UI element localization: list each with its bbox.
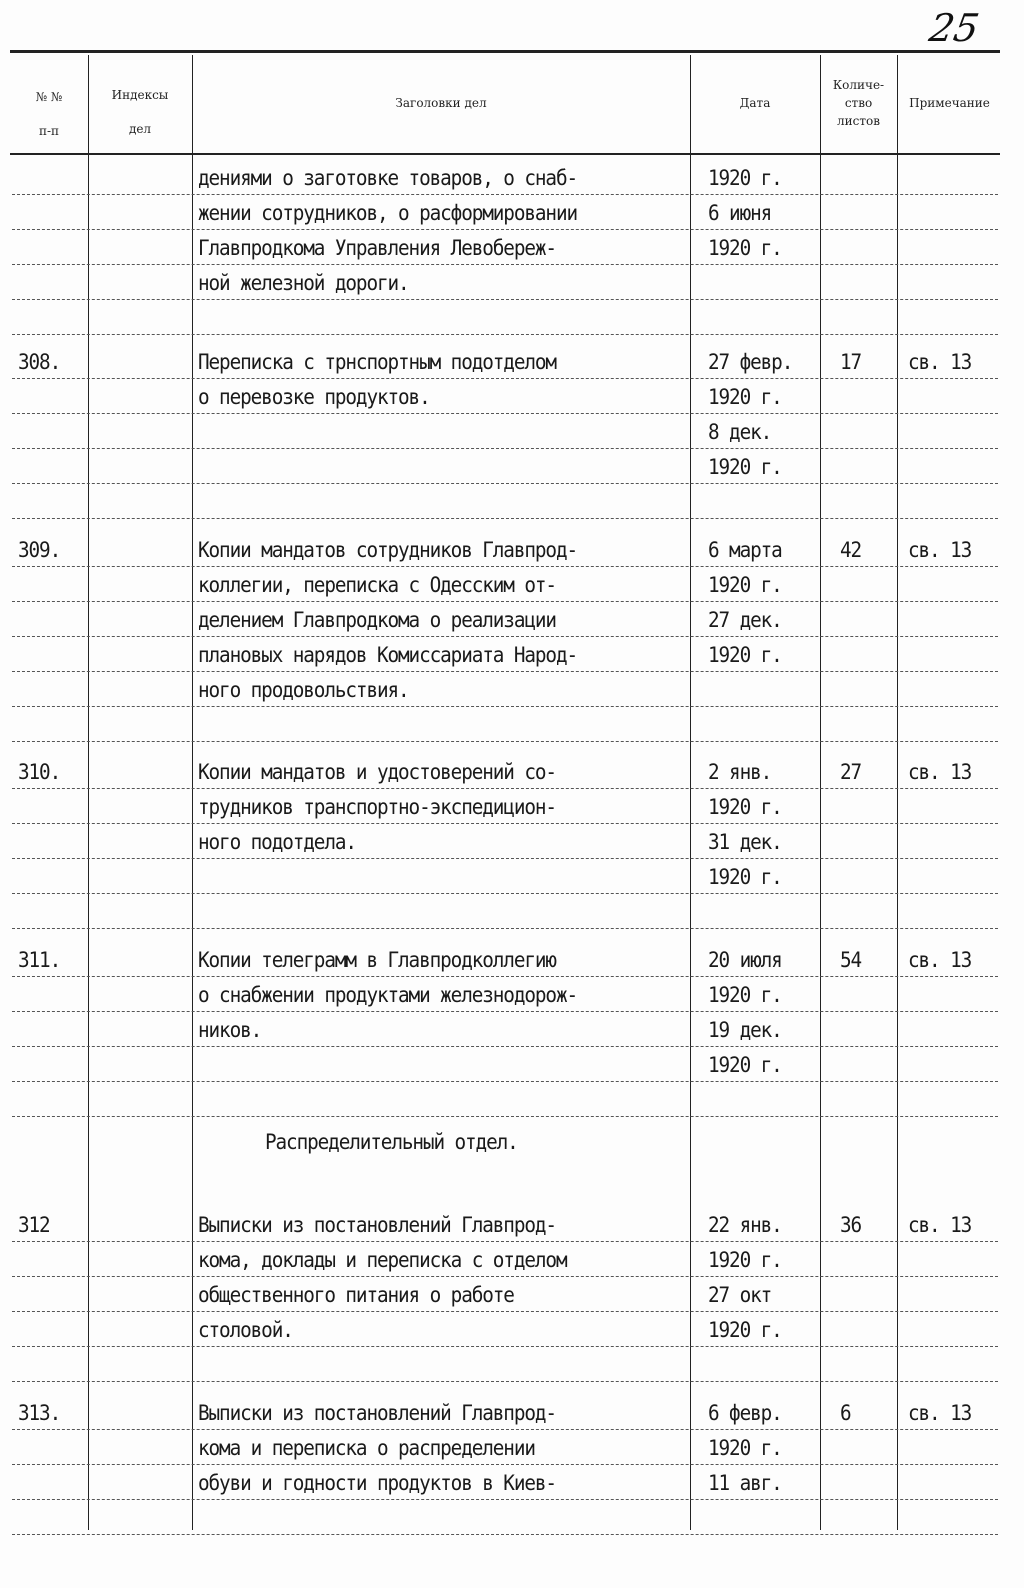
col-divider <box>690 55 691 1530</box>
entry-date: 1920 г. <box>708 573 782 597</box>
entry-title-line: Выписки из постановлений Главпрод- <box>198 1401 556 1425</box>
entry-date: 11 авг. <box>708 1471 782 1495</box>
entry-date: 6 марта <box>708 538 782 562</box>
entry-number: 311. <box>18 948 61 972</box>
header-num: № № п-п <box>35 90 63 138</box>
entry-date: 6 февр. <box>708 1401 782 1425</box>
entry-date: 8 дек. <box>708 420 772 444</box>
entry-date: 1920 г. <box>708 1436 782 1460</box>
header-top-rule <box>10 50 1000 53</box>
row-rule <box>12 448 998 449</box>
row-rule <box>12 483 998 484</box>
entry-sheet-count: 27 <box>840 760 862 784</box>
header-count: Количе- ство листов <box>832 78 885 128</box>
entry-title-line: трудников транспортно-экспедицион- <box>198 795 556 819</box>
row-rule <box>12 976 998 977</box>
row-rule <box>12 1346 998 1347</box>
entry-number: 308. <box>18 350 61 374</box>
row-rule <box>12 706 998 707</box>
col-divider <box>88 55 89 1530</box>
entry-date: 20 июля <box>708 948 782 972</box>
row-rule <box>12 788 998 789</box>
entry-date: 1920 г. <box>708 385 782 409</box>
header-date: Дата <box>739 96 771 110</box>
entry-title-line: ной железной дороги. <box>198 271 409 295</box>
entry-number: 310. <box>18 760 61 784</box>
row-rule <box>12 1241 998 1242</box>
entry-title-line: Копии мандатов и удостоверений со- <box>198 760 556 784</box>
entry-title-line: Копии мандатов сотрудников Главпрод- <box>198 538 577 562</box>
entry-title-line: о снабжении продуктами железнодорож- <box>198 983 577 1007</box>
header-index: Индексы дел <box>111 88 169 136</box>
row-rule <box>12 858 998 859</box>
entry-date: 1920 г. <box>708 643 782 667</box>
entry-title-line: плановых нарядов Комиссариата Народ- <box>198 643 577 667</box>
row-rule <box>12 893 998 894</box>
entry-date: 22 янв. <box>708 1213 782 1237</box>
entry-note: св. 13 <box>908 1213 972 1237</box>
entry-title-line: о перевозке продуктов. <box>198 385 430 409</box>
row-rule <box>12 1534 998 1535</box>
row-rule <box>12 264 998 265</box>
col-divider <box>820 55 821 1530</box>
entry-title-line: обуви и годности продуктов в Киев- <box>198 1471 556 1495</box>
entry-date: 1920 г. <box>708 236 782 260</box>
entry-date: 2 янв. <box>708 760 772 784</box>
entry-title-line: общественного питания о работе <box>198 1283 514 1307</box>
entry-title-line: дениями о заготовке товаров, о снаб- <box>198 166 577 190</box>
entry-title-line: Копии телеграмм в Главпродколлегию <box>198 948 556 972</box>
row-rule <box>12 823 998 824</box>
entry-date: 1920 г. <box>708 795 782 819</box>
entry-sheet-count: 36 <box>840 1213 862 1237</box>
row-rule <box>12 636 998 637</box>
row-rule <box>12 741 998 742</box>
row-rule <box>12 928 998 929</box>
entry-title-line: жении сотрудников, о расформировании <box>198 201 577 225</box>
entry-note: св. 13 <box>908 1401 972 1425</box>
entry-date: 1920 г. <box>708 1053 782 1077</box>
entry-note: св. 13 <box>908 538 972 562</box>
row-rule <box>12 334 998 335</box>
entry-number: 312 <box>18 1213 50 1237</box>
row-rule <box>12 194 998 195</box>
row-rule <box>12 299 998 300</box>
row-rule <box>12 1276 998 1277</box>
header-title: Заголовки дел <box>395 96 487 110</box>
entry-title-line: столовой. <box>198 1318 293 1342</box>
col-divider <box>897 55 898 1530</box>
entry-note: св. 13 <box>908 760 972 784</box>
row-rule <box>12 518 998 519</box>
row-rule <box>12 566 998 567</box>
entry-title-line: ного продовольствия. <box>198 678 409 702</box>
header-note: Примечание <box>909 96 990 110</box>
entry-title-line: Главпродкома Управления Левобереж- <box>198 236 556 260</box>
section-heading: Распределительный отдел. <box>265 1130 518 1154</box>
entry-date: 1920 г. <box>708 983 782 1007</box>
entry-sheet-count: 6 <box>840 1401 851 1425</box>
header-bottom-rule <box>10 153 1000 155</box>
entry-title-line: ников. <box>198 1018 262 1042</box>
entry-date: 27 окт <box>708 1283 772 1307</box>
entry-sheet-count: 17 <box>840 350 862 374</box>
row-rule <box>12 413 998 414</box>
entry-date: 1920 г. <box>708 1318 782 1342</box>
entry-date: 27 февр. <box>708 350 793 374</box>
row-rule <box>12 1381 998 1382</box>
entry-title-line: кома и переписка о распределении <box>198 1436 535 1460</box>
row-rule <box>12 1464 998 1465</box>
entry-note: св. 13 <box>908 948 972 972</box>
entry-sheet-count: 54 <box>840 948 862 972</box>
entry-note: св. 13 <box>908 350 972 374</box>
row-rule <box>12 1311 998 1312</box>
entry-title-line: кома, доклады и переписка с отделом <box>198 1248 567 1272</box>
entry-title-line: Выписки из постановлений Главпрод- <box>198 1213 556 1237</box>
entry-date: 6 июня <box>708 201 772 225</box>
entry-title-line: Переписка с трнспортным подотделом <box>198 350 556 374</box>
entry-title-line: коллегии, переписка с Одесским от- <box>198 573 556 597</box>
entry-date: 1920 г. <box>708 166 782 190</box>
entry-number: 313. <box>18 1401 61 1425</box>
row-rule <box>12 601 998 602</box>
entry-sheet-count: 42 <box>840 538 862 562</box>
entry-date: 1920 г. <box>708 455 782 479</box>
row-rule <box>12 378 998 379</box>
row-rule <box>12 1116 998 1117</box>
row-rule <box>12 1011 998 1012</box>
entry-date: 27 дек. <box>708 608 782 632</box>
row-rule <box>12 671 998 672</box>
entry-title-line: делением Главпродкома о реализации <box>198 608 556 632</box>
row-rule <box>12 1429 998 1430</box>
row-rule <box>12 1046 998 1047</box>
row-rule <box>12 1081 998 1082</box>
row-rule <box>12 229 998 230</box>
entry-number: 309. <box>18 538 61 562</box>
entry-date: 31 дек. <box>708 830 782 854</box>
entry-date: 1920 г. <box>708 865 782 889</box>
entry-title-line: ного подотдела. <box>198 830 356 854</box>
row-rule <box>12 1499 998 1500</box>
entry-date: 1920 г. <box>708 1248 782 1272</box>
page-number: 25 <box>926 6 983 50</box>
col-divider <box>192 55 193 1530</box>
entry-date: 19 дек. <box>708 1018 782 1042</box>
